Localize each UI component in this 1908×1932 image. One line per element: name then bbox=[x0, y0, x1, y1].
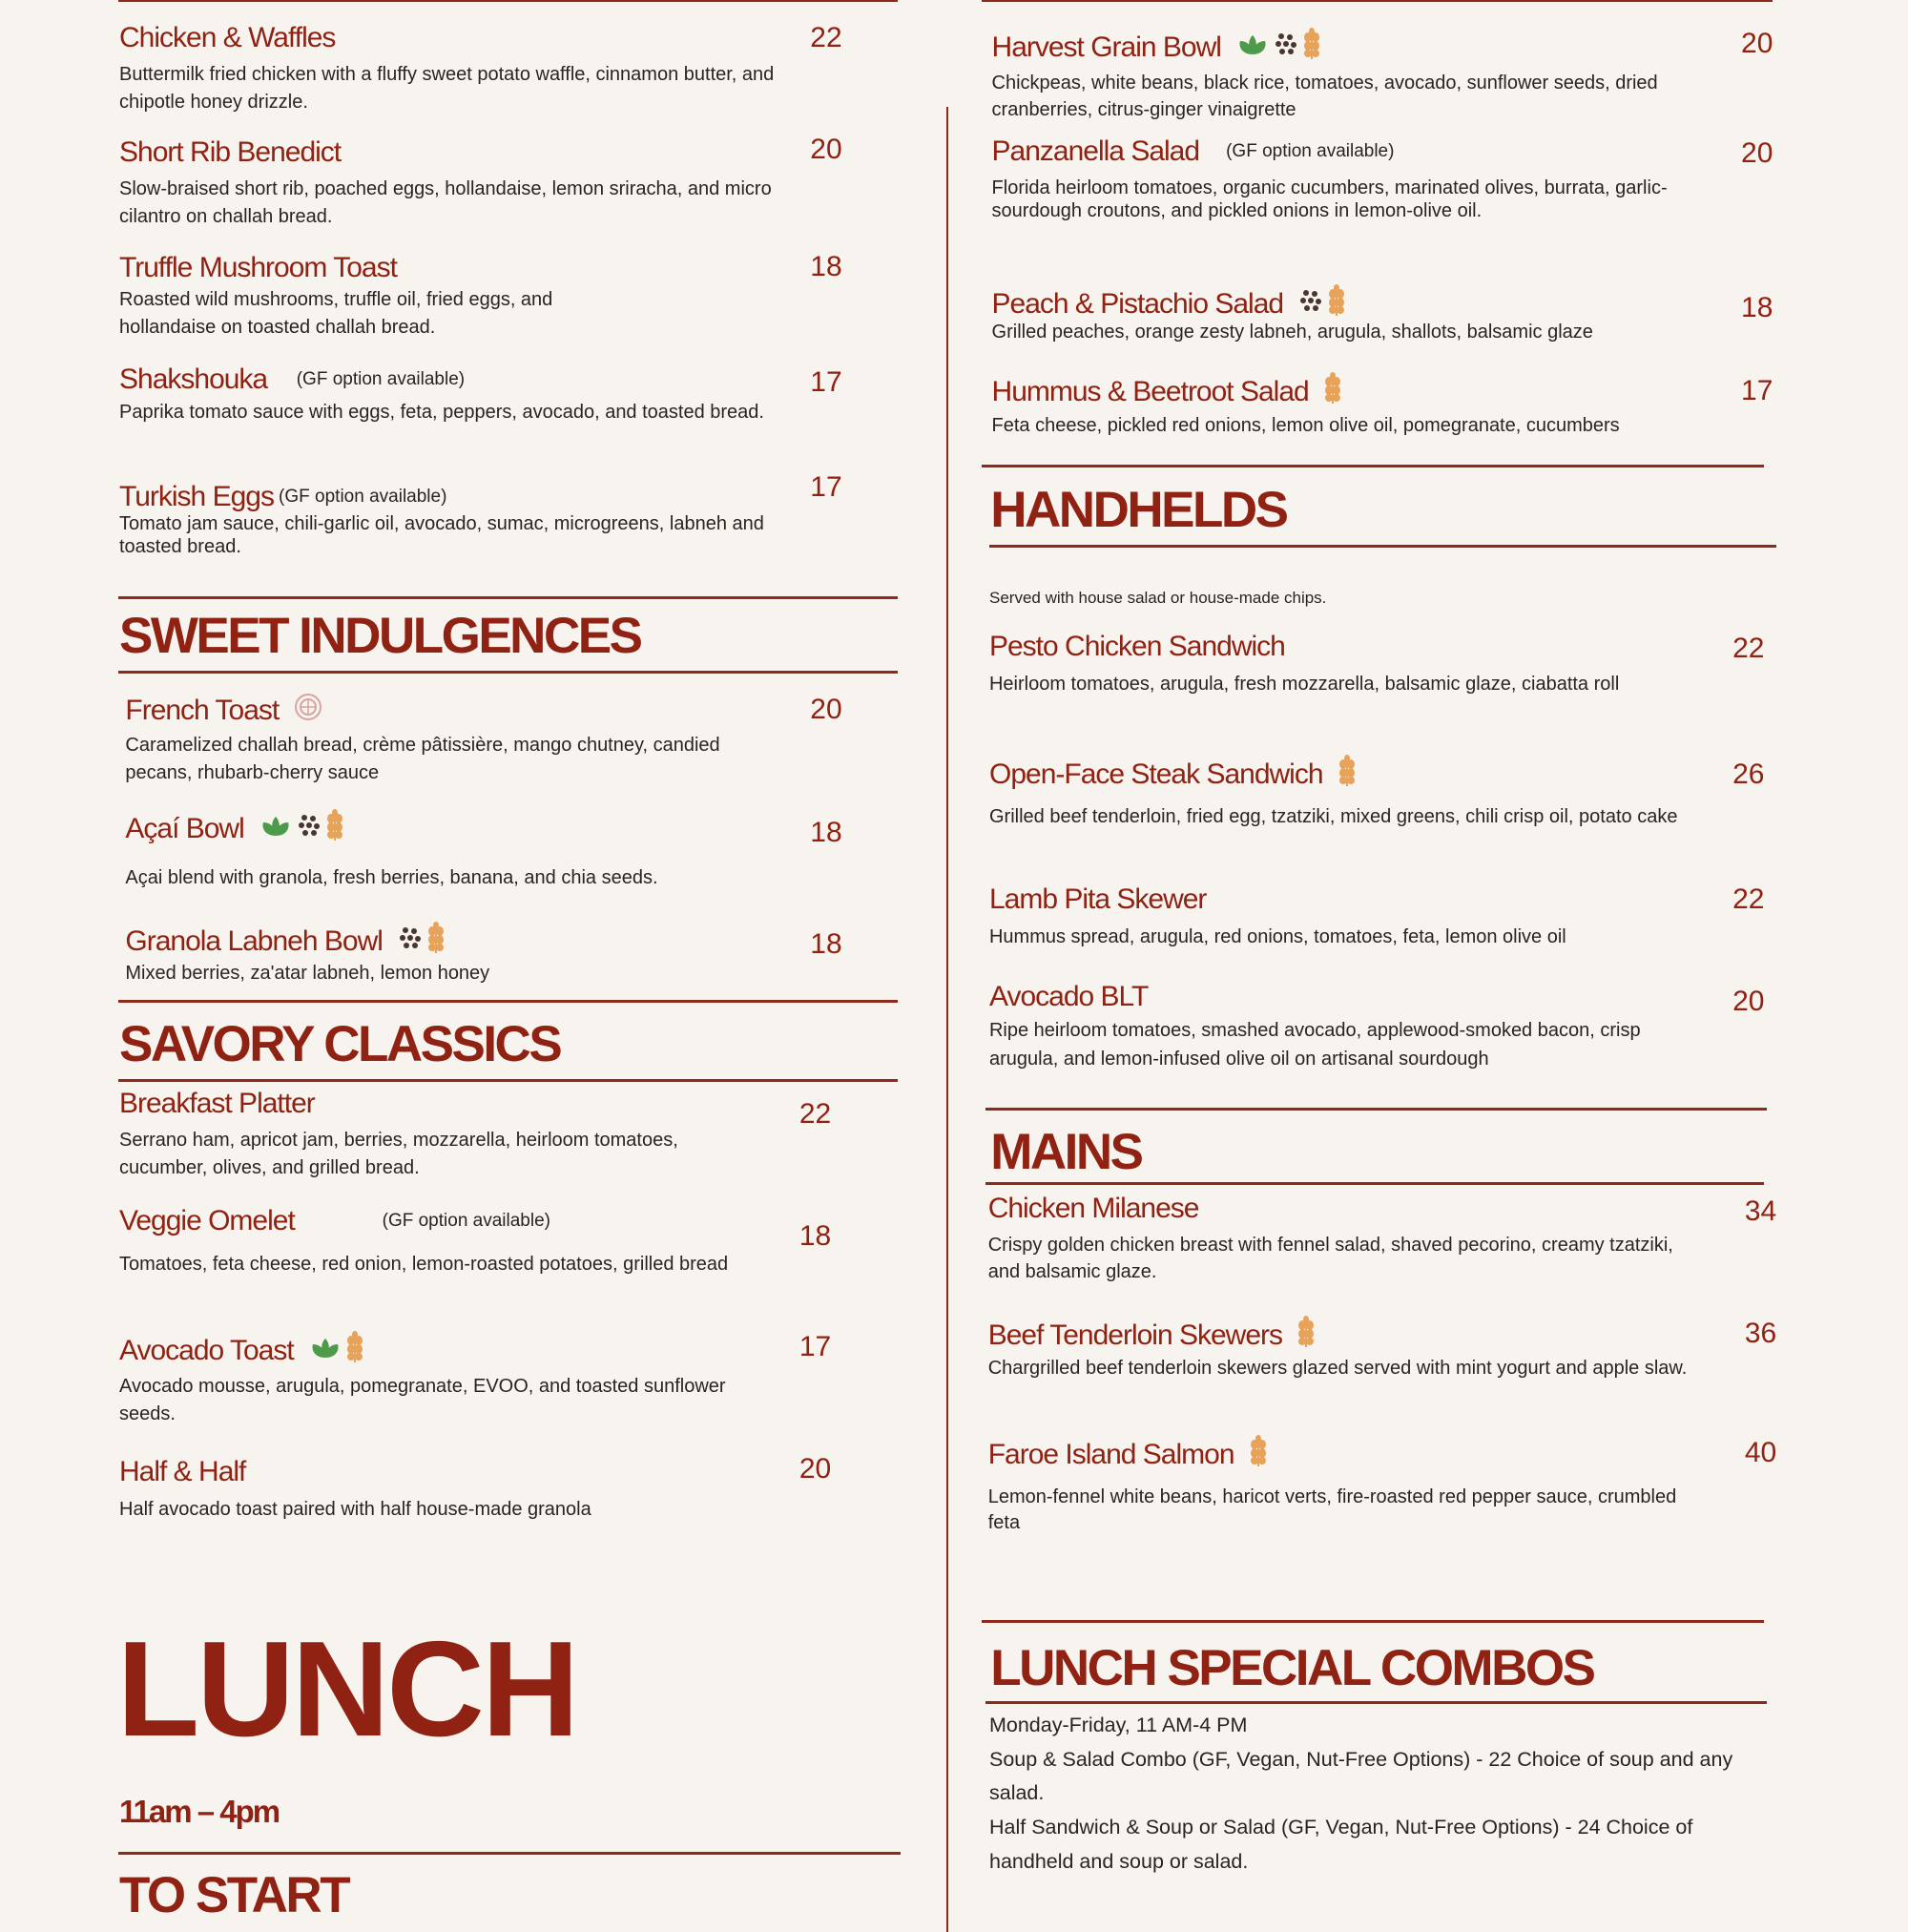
divider-line bbox=[985, 1108, 1767, 1111]
item-title: Shakshouka bbox=[119, 364, 268, 396]
section-heading-savory-classics: SAVORY CLASSICS bbox=[119, 1015, 561, 1072]
menu-item-name bbox=[989, 755, 1356, 795]
item-title: Hummus & Beetroot Salad bbox=[991, 376, 1309, 408]
section-heading-handhelds: HANDHELDS bbox=[990, 481, 1287, 538]
menu-item-price: 22 bbox=[810, 21, 842, 53]
item-title: Half & Half bbox=[119, 1455, 246, 1487]
dietary-icons bbox=[259, 809, 343, 849]
menu-item-price: 17 bbox=[1741, 374, 1773, 406]
menu-item-name bbox=[989, 631, 1285, 663]
menu-item-description: Slow-braised short rib, poached eggs, hollandaise, lemon sriracha, and micro cilantro on challah bread. bbox=[119, 177, 772, 228]
lunch-title: LUNCH bbox=[116, 1613, 577, 1766]
menu-item-name bbox=[988, 1193, 1199, 1225]
divider-line bbox=[118, 1079, 899, 1082]
item-title: Veggie Omelet bbox=[119, 1204, 295, 1236]
menu-item-price: 18 bbox=[798, 1220, 832, 1253]
divider-line bbox=[118, 596, 899, 599]
menu-item-name bbox=[119, 252, 397, 284]
menu-item-price: 17 bbox=[810, 365, 842, 398]
menu-item-name bbox=[992, 28, 1320, 68]
menu-item-name bbox=[992, 372, 1341, 412]
item-title: Beef Tenderloin Skewers bbox=[987, 1319, 1283, 1351]
item-title: Peach & Pistachio Salad bbox=[991, 288, 1284, 321]
menu-item-name bbox=[119, 1205, 550, 1237]
item-note: (GF option available) bbox=[279, 486, 447, 507]
item-title: Chicken Milanese bbox=[987, 1193, 1199, 1224]
menu-item-description: Heirloom tomatoes, arugula, fresh mozzarella, balsamic glaze, ciabatta roll bbox=[988, 673, 1620, 695]
divider-line bbox=[118, 1852, 901, 1855]
menu-item-price: 20 bbox=[810, 694, 842, 726]
leaf-icon bbox=[309, 1335, 342, 1367]
menu-item-name bbox=[119, 136, 341, 169]
item-note: (GF option available) bbox=[382, 1210, 550, 1231]
dietary-icons bbox=[1250, 1435, 1267, 1475]
menu-item-name bbox=[988, 1316, 1315, 1356]
lunch-hours: 11am – 4pm bbox=[119, 1794, 280, 1830]
menu-item-description: Tomato jam sauce, chili-garlic oil, avocado, sumac, microgreens, labneh and toasted bread. bbox=[119, 512, 764, 558]
menu-item-description: Florida heirloom tomatoes, organic cucumbers, marinated olives, burrata, garlic-sourdough croutons, and pickled onions in lemon-olive oil. bbox=[991, 177, 1668, 222]
menu-item-price: 18 bbox=[1741, 292, 1773, 324]
menu-item-name bbox=[119, 1331, 363, 1371]
menu-item-description: Grilled beef tenderloin, fried egg, tzatziki, mixed greens, chili crisp oil, potato cake bbox=[988, 806, 1678, 828]
menu-item-price: 40 bbox=[1744, 1437, 1777, 1469]
divider-line bbox=[118, 671, 899, 674]
section-heading-to-start: TO START bbox=[119, 1867, 349, 1924]
wheat-icon bbox=[1303, 28, 1320, 68]
section-heading-mains: MAINS bbox=[990, 1124, 1142, 1181]
menu-item-price: 22 bbox=[798, 1097, 832, 1130]
item-title: Faroe Island Salmon bbox=[987, 1438, 1234, 1470]
menu-item-description: Mixed berries, za'atar labneh, lemon honey bbox=[125, 963, 490, 985]
menu-item-description: Feta cheese, pickled red onions, lemon olive oil, pomegranate, cucumbers bbox=[991, 415, 1620, 437]
column-divider bbox=[946, 107, 948, 1932]
menu-item-description: Paprika tomato sauce with eggs, feta, peppers, avocado, and toasted bread. bbox=[119, 402, 764, 424]
divider-line bbox=[982, 1620, 1764, 1623]
menu-item-price: 17 bbox=[810, 470, 842, 503]
item-title: Short Rib Benedict bbox=[119, 135, 342, 168]
menu-item-description: Grilled peaches, orange zesty labneh, arugula, shallots, balsamic glaze bbox=[991, 322, 1593, 343]
menu-item-price: 36 bbox=[1744, 1318, 1777, 1350]
dietary-icons bbox=[1297, 1316, 1315, 1356]
section-heading-lunch-special-combos: LUNCH SPECIAL COMBOS bbox=[990, 1639, 1594, 1696]
item-title: Turkish Eggs bbox=[119, 480, 274, 512]
item-note: (GF option available) bbox=[296, 369, 466, 390]
divider-line bbox=[989, 545, 1776, 548]
menu-item-name bbox=[119, 364, 465, 396]
wheat-icon bbox=[326, 809, 343, 849]
menu-item-price: 26 bbox=[1732, 758, 1765, 790]
menu-item-name bbox=[125, 922, 445, 962]
menu-item-description: Caramelized challah bread, crème pâtissière, mango chutney, candied pecans, rhubarb-cherry sauce bbox=[125, 734, 720, 783]
combo-line: Half Sandwich & Soup or Salad (GF, Vegan, Nut-Free Options) - 24 Choice of handheld and soup or salad. bbox=[988, 1815, 1693, 1873]
menu-item-description: Serrano ham, apricot jam, berries, mozzarella, heirloom tomatoes, cucumber, olives, and grilled bread. bbox=[119, 1130, 678, 1179]
menu-item-name bbox=[119, 1456, 245, 1488]
dietary-icons bbox=[398, 922, 445, 962]
divider-line bbox=[985, 1182, 1764, 1185]
menu-item-description: Buttermilk fried chicken with a fluffy sweet potato waffle, cinnamon butter, and chipotle honey drizzle. bbox=[119, 63, 775, 114]
wheat-icon bbox=[346, 1331, 363, 1371]
menu-item-description: Roasted wild mushrooms, truffle oil, fried eggs, and hollandaise on toasted challah bread. bbox=[119, 288, 553, 339]
menu-item-description: Half avocado toast paired with half house-made granola bbox=[119, 1498, 591, 1520]
menu-item-description: Chargrilled beef tenderloin skewers glazed served with mint yogurt and apple slaw. bbox=[987, 1357, 1688, 1379]
menu-item-price: 20 bbox=[810, 134, 842, 166]
menu-item-price: 22 bbox=[1732, 633, 1765, 665]
menu-item-name bbox=[988, 1435, 1267, 1475]
divider-line bbox=[118, 1000, 899, 1003]
menu-item-price: 20 bbox=[1732, 986, 1765, 1018]
menu-item-description: Ripe heirloom tomatoes, smashed avocado, applewood-smoked bacon, crisp arugula, and lemon-infused olive oil on artisanal sourdough bbox=[988, 1020, 1641, 1070]
combo-line: Monday-Friday, 11 AM-4 PM bbox=[988, 1713, 1248, 1736]
item-title: Açaí Bowl bbox=[125, 813, 244, 845]
item-title: Avocado Toast bbox=[119, 1335, 294, 1367]
menu-item-price: 20 bbox=[1741, 28, 1773, 60]
dietary-icons bbox=[1236, 28, 1320, 68]
item-title: Granola Labneh Bowl bbox=[125, 924, 383, 957]
menu-item-name bbox=[989, 883, 1206, 916]
menu-item-name bbox=[989, 981, 1148, 1013]
item-title: Pesto Chicken Sandwich bbox=[988, 630, 1285, 662]
nut-icon bbox=[398, 925, 423, 958]
divider-line bbox=[982, 465, 1764, 467]
menu-item-name bbox=[125, 693, 322, 729]
menu-item-description: Crispy golden chicken breast with fennel salad, shaved pecorino, creamy tzatziki, and balsamic glaze. bbox=[987, 1234, 1673, 1282]
menu-item-price: 20 bbox=[798, 1452, 832, 1485]
menu-item-description: Chickpeas, white beans, black rice, tomatoes, avocado, sunflower seeds, dried cranberries, citrus-ginger vinaigrette bbox=[991, 72, 1658, 120]
menu-item-price: 18 bbox=[810, 928, 842, 961]
wheat-icon bbox=[1297, 1316, 1315, 1356]
item-title: Avocado BLT bbox=[988, 981, 1149, 1013]
menu-item-name bbox=[992, 135, 1395, 168]
divider-line bbox=[982, 0, 1773, 2]
handhelds-note: Served with house salad or house-made chips. bbox=[988, 589, 1327, 608]
dietary-icons bbox=[1324, 372, 1341, 412]
dietary-icons bbox=[309, 1331, 363, 1371]
menu-item-description: Tomatoes, feta cheese, red onion, lemon-roasted potatoes, grilled bread bbox=[119, 1254, 729, 1276]
nut-icon bbox=[1274, 31, 1298, 64]
item-title: Panzanella Salad bbox=[991, 135, 1200, 167]
item-title: Truffle Mushroom Toast bbox=[119, 252, 397, 284]
menu-item-price: 18 bbox=[810, 250, 842, 282]
divider-line bbox=[985, 1701, 1767, 1704]
item-title: Open-Face Steak Sandwich bbox=[988, 758, 1323, 790]
wheat-icon bbox=[1250, 1435, 1267, 1475]
menu-item-name bbox=[119, 481, 446, 513]
wheat-icon bbox=[427, 922, 445, 962]
leaf-icon bbox=[1236, 31, 1269, 64]
menu-item-price: 34 bbox=[1744, 1195, 1777, 1227]
wheat-icon bbox=[1324, 372, 1341, 412]
item-title: Chicken & Waffles bbox=[119, 21, 336, 53]
nut-icon bbox=[297, 813, 321, 845]
item-title: Lamb Pita Skewer bbox=[988, 883, 1207, 916]
item-title: Breakfast Platter bbox=[119, 1088, 315, 1120]
combo-line: Soup & Salad Combo (GF, Vegan, Nut-Free Options) - 22 Choice of soup and any salad. bbox=[988, 1747, 1733, 1805]
wheat-icon bbox=[1338, 755, 1356, 795]
menu-item-price: 22 bbox=[1732, 883, 1765, 916]
menu-item-description: Lemon-fennel white beans, haricot verts, fire-roasted red pepper sauce, crumbled feta bbox=[987, 1486, 1677, 1533]
dietary-icons bbox=[1338, 755, 1356, 795]
item-title: French Toast bbox=[125, 694, 280, 726]
leaf-icon bbox=[259, 813, 292, 845]
section-heading-sweet-indulgences: SWEET INDULGENCES bbox=[119, 608, 641, 665]
menu-item-name bbox=[125, 809, 342, 849]
item-note: (GF option available) bbox=[1226, 140, 1395, 161]
divider-line bbox=[118, 0, 899, 2]
menu-item-name bbox=[119, 1088, 315, 1120]
dietary-icons bbox=[294, 693, 322, 729]
menu-item-description: Açai blend with granola, fresh berries, banana, and chia seeds. bbox=[125, 866, 658, 888]
menu-item-name bbox=[119, 22, 335, 54]
item-title: Harvest Grain Bowl bbox=[991, 31, 1221, 64]
menu-item-price: 18 bbox=[810, 816, 842, 848]
menu-item-description: Hummus spread, arugula, red onions, tomatoes, feta, lemon olive oil bbox=[988, 926, 1566, 948]
combos-list bbox=[989, 1709, 1756, 1880]
menu-item-price: 20 bbox=[1741, 137, 1773, 170]
nut-free-icon bbox=[294, 693, 322, 729]
menu-item-description: Avocado mousse, arugula, pomegranate, EVOO, and toasted sunflower seeds. bbox=[119, 1375, 726, 1425]
nut-icon bbox=[1298, 288, 1323, 321]
menu-item-price: 17 bbox=[798, 1331, 832, 1363]
